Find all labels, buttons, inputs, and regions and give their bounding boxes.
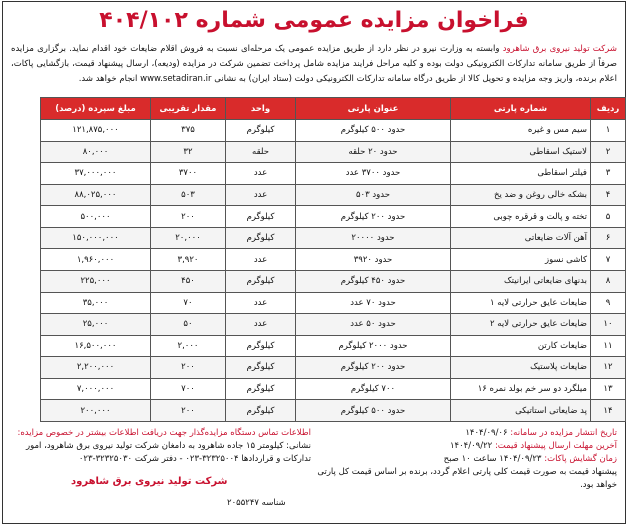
cell-party-title: حدود ۲۰۰۰ کیلوگرم: [296, 335, 451, 357]
cell-row-num: ۵: [591, 206, 626, 228]
cell-row-num: ۲: [591, 141, 626, 163]
cell-row-num: ۳: [591, 163, 626, 185]
cell-row-num: ۹: [591, 292, 626, 314]
cell-party-title: حدود ۲۰۰۰۰: [296, 227, 451, 249]
cell-deposit: ۸۸,۰۲۵,۰۰۰: [41, 184, 151, 206]
cell-party-title: حدود ۵۰۰ کیلوگرم: [296, 400, 451, 422]
header-party-number: شماره پارتی: [451, 98, 591, 120]
cell-row-num: ۱۱: [591, 335, 626, 357]
table-row: [41, 227, 626, 249]
cell-party-number: کاشی نسوز: [451, 249, 591, 271]
cell-row-num: ۱۲: [591, 357, 626, 379]
opening-time: [317, 453, 617, 466]
notice-code: شناسه ۲۰۵۵۲۴۷: [227, 498, 286, 508]
deadline: [317, 440, 617, 453]
cell-quantity: ۲۰۰: [151, 400, 226, 422]
cell-party-number: ضایعات عایق حرارتی لایه ۲: [451, 314, 591, 336]
header-quantity: مقدار تقریبی: [151, 98, 226, 120]
company-name: شرکت تولید نیروی برق شاهرود: [71, 476, 228, 487]
intro-body: وابسته به وزارت نیرو در نظر دارد از طریق مزایده عمومی یک مرحله‌ای نسبت به فروش اقلام ضایعات خود اقدام نماید. برگزاری مزایده صرفاً از طریق سامانه تدارکات الکترونیکی دولت بوده و کلیه مراحل فرایند مزایده شامل پرداخت تضمین شرکت در مزایده (ودیعه)، ارسال پیشنهاد قیمت، بازگشایی پاکات، اعلام برنده، واریز وجه مزایده و تحویل کالا از طریق درگاه سامانه تدارکات الکترونیکی دولت (ستاد ایران) به نشانی www.setadiran.ir انجام خواهد شد.: [11, 44, 617, 84]
cell-party-title: ۷۰۰ کیلوگرم: [296, 378, 451, 400]
table-row: [41, 314, 626, 336]
cell-party-number: میلگرد دو سر خم بولد نمره ۱۶: [451, 378, 591, 400]
cell-party-title: حدود ۵۰ عدد: [296, 314, 451, 336]
table-row: [41, 400, 626, 422]
cell-party-number: تخته و پالت و قرقره چوبی: [451, 206, 591, 228]
cell-row-num: ۱۳: [591, 378, 626, 400]
cell-party-number: پد ضایعاتی استاتیکی: [451, 400, 591, 422]
table-row: [41, 357, 626, 379]
cell-unit: عدد: [226, 184, 296, 206]
cell-party-title: حدود ۲۰۰ کیلوگرم: [296, 206, 451, 228]
cell-deposit: ۵۰۰,۰۰۰: [41, 206, 151, 228]
cell-quantity: ۴۵۰: [151, 270, 226, 292]
cell-deposit: ۱۵۰,۰۰۰,۰۰۰: [41, 227, 151, 249]
cell-row-num: ۶: [591, 227, 626, 249]
cell-quantity: ۳۷۰۰: [151, 163, 226, 185]
table-row: [41, 163, 626, 185]
intro-paragraph: [11, 42, 617, 87]
notice-title: فراخوان مزایده عمومی شماره ۴۰۴/۱۰۲: [99, 8, 529, 33]
cell-deposit: ۱,۹۶۰,۰۰۰: [41, 249, 151, 271]
cell-unit: کیلوگرم: [226, 120, 296, 142]
cell-unit: کیلوگرم: [226, 270, 296, 292]
auction-notice: [2, 1, 626, 524]
cell-party-number: فیلتر اسقاطی: [451, 163, 591, 185]
header-party-title: عنوان پارتی: [296, 98, 451, 120]
table-header-row: [41, 98, 626, 120]
cell-row-num: ۸: [591, 270, 626, 292]
cell-party-number: ضایعات پلاستیک: [451, 357, 591, 379]
dates-block: [317, 427, 617, 492]
cell-quantity: ۲۰۰: [151, 357, 226, 379]
cell-unit: عدد: [226, 314, 296, 336]
cell-party-title: حدود ۷۰ عدد: [296, 292, 451, 314]
opening-time-label: زمان گشایش پاکات:: [544, 454, 617, 464]
cell-deposit: ۷,۰۰۰,۰۰۰: [41, 378, 151, 400]
cell-party-number: سیم مس و غیره: [451, 120, 591, 142]
cell-party-title: حدود ۳۹۲۰: [296, 249, 451, 271]
contact-address: نشانی: کیلومتر ۱۵ جاده شاهرود به دامغان شرکت تولید نیروی برق شاهرود، امور تدارکات و قراردادها ۳۲۳۲۵۰۰۴-۰۲۳ - دفتر شرکت ۳۲۳۲۵۰۳۰-۰۲۳: [26, 441, 311, 464]
table-row: [41, 292, 626, 314]
cell-party-title: حدود ۲۰ حلقه: [296, 141, 451, 163]
publish-date-label: تاریخ انتشار مزایده در سامانه:: [510, 428, 617, 438]
cell-quantity: ۳۲: [151, 141, 226, 163]
cell-deposit: ۱۶,۵۰۰,۰۰۰: [41, 335, 151, 357]
cell-unit: کیلوگرم: [226, 335, 296, 357]
cell-deposit: ۲۰۰,۰۰۰: [41, 400, 151, 422]
cell-party-number: ضایعات کارتن: [451, 335, 591, 357]
cell-deposit: ۸۰,۰۰۰: [41, 141, 151, 163]
cell-unit: عدد: [226, 292, 296, 314]
cell-party-title: حدود ۵۰۳: [296, 184, 451, 206]
cell-deposit: ۳۵,۰۰۰: [41, 292, 151, 314]
cell-unit: کیلوگرم: [226, 227, 296, 249]
cell-row-num: ۱: [591, 120, 626, 142]
cell-party-title: حدود ۲۰۰ کیلوگرم: [296, 357, 451, 379]
header-row-num: ردیف: [591, 98, 626, 120]
table-row: [41, 249, 626, 271]
cell-unit: عدد: [226, 163, 296, 185]
contact-block: [11, 427, 311, 466]
header-deposit: مبلغ سپرده (درصد): [41, 98, 151, 120]
cell-unit: کیلوگرم: [226, 357, 296, 379]
header-unit: واحد: [226, 98, 296, 120]
cell-quantity: ۲۰,۰۰۰: [151, 227, 226, 249]
cell-party-title: حدود ۴۵۰ کیلوگرم: [296, 270, 451, 292]
cell-party-number: لاستیک اسقاطی: [451, 141, 591, 163]
cell-party-title: حدود ۳۷۰۰ عدد: [296, 163, 451, 185]
cell-quantity: ۵۰۳: [151, 184, 226, 206]
cell-quantity: ۵۰: [151, 314, 226, 336]
cell-deposit: ۲,۲۰۰,۰۰۰: [41, 357, 151, 379]
cell-row-num: ۱۴: [591, 400, 626, 422]
cell-row-num: ۴: [591, 184, 626, 206]
contact-heading: اطلاعات تماس دستگاه مزایده‌گذار جهت دریافت اطلاعات بیشتر در خصوص مزایده:: [17, 428, 311, 438]
opening-time-value: ۱۴۰۴/۰۹/۲۳ ساعت ۱۰ صبح: [443, 454, 542, 464]
cell-quantity: ۷۰: [151, 292, 226, 314]
cell-deposit: ۲۲۵,۰۰۰: [41, 270, 151, 292]
cell-row-num: ۷: [591, 249, 626, 271]
cell-unit: کیلوگرم: [226, 400, 296, 422]
table-row: [41, 141, 626, 163]
cell-quantity: ۳۷۵: [151, 120, 226, 142]
cell-quantity: ۲۰۰: [151, 206, 226, 228]
cell-quantity: ۲,۰۰۰: [151, 335, 226, 357]
publish-date: [317, 427, 617, 440]
table-row: [41, 184, 626, 206]
intro-lead: شرکت تولید نیروی برق شاهرود: [502, 44, 617, 54]
table-row: [41, 335, 626, 357]
items-table: [40, 97, 626, 422]
cell-party-number: آهن آلات ضایعاتی: [451, 227, 591, 249]
cell-deposit: ۲۵,۰۰۰: [41, 314, 151, 336]
table-body: [41, 120, 626, 422]
cell-unit: کیلوگرم: [226, 206, 296, 228]
cell-row-num: ۱۰: [591, 314, 626, 336]
cell-quantity: ۳,۹۲۰: [151, 249, 226, 271]
cell-party-number: بشکه خالی روغن و ضد یخ: [451, 184, 591, 206]
cell-deposit: ۳۷,۰۰۰,۰۰۰: [41, 163, 151, 185]
deadline-value: ۱۴۰۴/۰۹/۲۲: [449, 441, 493, 451]
pricing-note: پیشنهاد قیمت به صورت قیمت کلی پارتی اعلام گردد، برنده بر اساس قیمت کل پارتی خواهد بود.: [317, 467, 617, 490]
deadline-label: آخرین مهلت ارسال پیشنهاد قیمت:: [494, 441, 617, 451]
cell-deposit: ۱۲۱,۸۷۵,۰۰۰: [41, 120, 151, 142]
cell-unit: حلقه: [226, 141, 296, 163]
cell-quantity: ۷۰۰: [151, 378, 226, 400]
cell-unit: کیلوگرم: [226, 378, 296, 400]
table-row: [41, 270, 626, 292]
cell-party-number: بدنهای ضایعاتی ایرانیتک: [451, 270, 591, 292]
publish-date-value: ۱۴۰۴/۰۹/۰۶: [465, 428, 508, 438]
cell-party-title: حدود ۵۰۰ کیلوگرم: [296, 120, 451, 142]
cell-party-number: ضایعات عایق حرارتی لایه ۱: [451, 292, 591, 314]
table-row: [41, 378, 626, 400]
cell-unit: عدد: [226, 249, 296, 271]
table-row: [41, 120, 626, 142]
table-row: [41, 206, 626, 228]
